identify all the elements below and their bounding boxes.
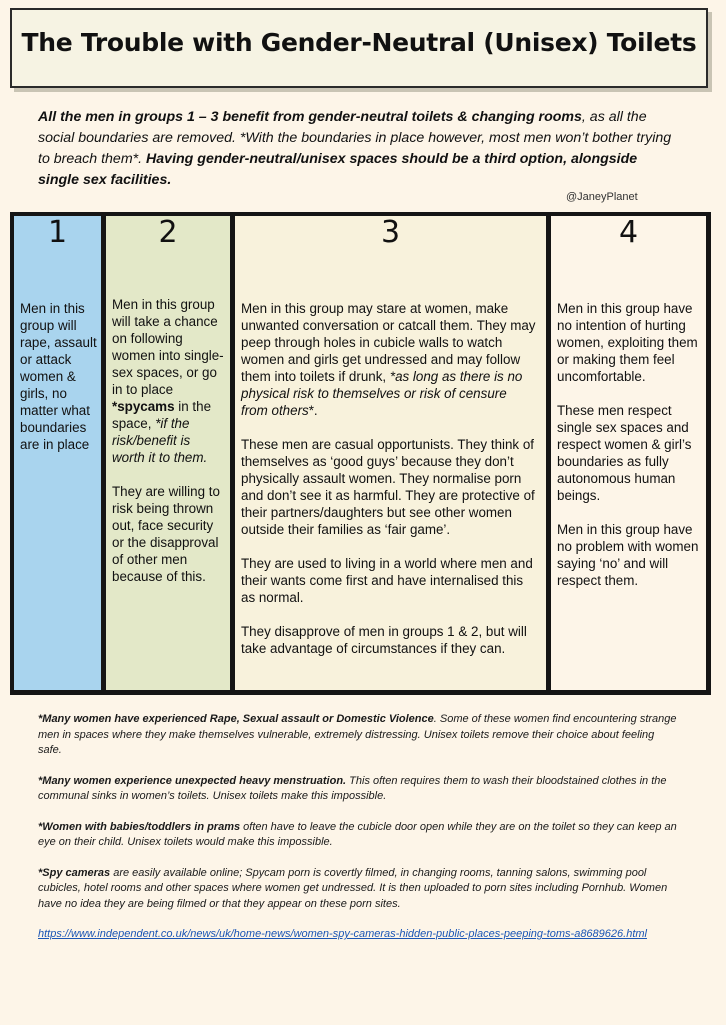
group-2-paragraph-1 xyxy=(112,296,226,466)
group-1-column xyxy=(14,216,101,690)
footnote-3-text: often have to leave the cubicle door open while they are on the toilet so they can keep an eye on their child. Unisex toilets would make this impossible. xyxy=(38,820,677,848)
footnote xyxy=(38,712,678,759)
source-link[interactable]: https://www.independent.co.uk/news/uk/home-news/women-spy-cameras-hidden-public-places-peeping-toms-a8689626.html xyxy=(38,928,647,940)
footnote-4-text: are easily available online; Spycam porn is covertly filmed, in changing rooms, tanning salons, swimming pool cubicles, hotel rooms and other spaces where women get undressed. It is then uploaded to porn sites including Pornhub. Women have no idea they are being filmed or that they appear on these porn sites. xyxy=(38,866,668,910)
group-4-paragraph-1: Men in this group have no intention of hurting women, exploiting them or making them feel uncomfortable. xyxy=(557,301,698,384)
group-3-paragraph-2: These men are casual opportunists. They think of themselves as ‘good guys’ because they don’t physically assault women. They normalise porn and don’t see it as harmful. They are protective of their partners/daughters but see other women outside their families as ‘fair game’. xyxy=(241,437,535,537)
group-3-text-c: *. xyxy=(308,403,318,418)
group-2-column xyxy=(106,216,230,690)
group-3-paragraph-1 xyxy=(241,300,536,419)
group-2-paragraph-2: They are willing to risk being thrown out, face security or the disapproval of other men because of this. xyxy=(112,484,220,584)
group-2-text-c: in the space, xyxy=(112,399,212,431)
group-3-text xyxy=(241,300,536,674)
group-3-text-a: Men in this group may stare at women, make unwanted conversation or catcall them. They may peep through holes in cubicle walls to watch women and girls get undressed and may follow them into toilets if drunk, xyxy=(241,301,536,384)
intro-text-1: , as all the social boundaries are removed. *With the boundaries in place however, most men won’t bother trying to breach them*. xyxy=(38,109,672,167)
footnote-1-bold: *Many women have experienced Rape, Sexual assault or Domestic Violence xyxy=(38,713,434,725)
intro-bold-2: Having gender-neutral/unisex spaces should be a third option, alongside single sex facilities. xyxy=(38,151,638,188)
group-4-text xyxy=(557,300,702,606)
footnote xyxy=(38,820,678,851)
group-3-text-b: *as long as there is no physical risk to themselves or risk of censure from others xyxy=(241,369,523,418)
page-title: The Trouble with Gender-Neutral (Unisex) Toilets xyxy=(21,28,697,57)
group-4-number: 4 xyxy=(618,215,639,250)
group-4-paragraph-3: Men in this group have no problem with women saying ‘no’ and will respect them. xyxy=(557,522,699,588)
group-3-number: 3 xyxy=(380,215,401,250)
footnote-3-bold: *Women with babies/toddlers in prams xyxy=(38,820,241,833)
footnote xyxy=(38,866,678,913)
group-3-paragraph-3: They are used to living in a world where men and their wants come first and have internalised this as normal. xyxy=(241,556,533,605)
footnotes xyxy=(38,712,678,958)
title-box xyxy=(10,8,708,88)
group-4-paragraph-2: These men respect single sex spaces and respect women & girl’s boundaries as fully autonomous human beings. xyxy=(557,403,692,503)
group-3-paragraph-4: They disapprove of men in groups 1 & 2, but will take advantage of circumstances if they can. xyxy=(241,624,527,656)
group-2-text-d: *if the risk/benefit is worth it to them. xyxy=(112,416,208,465)
intro-bold-1: All the men in groups 1 – 3 benefit from gender-neutral toilets & changing rooms xyxy=(38,109,582,125)
group-2-spycams: *spycams xyxy=(112,399,175,414)
footnote-1-text: . Some of these women find encountering strange men in spaces where they make themselves vulnerable, extremely distressing. Unisex toilets remove their choice about feeling safe. xyxy=(38,713,677,756)
footnote-2-text: This often requires them to wash their bloodstained clothes in the communal sinks in women’s toilets. Unisex toilets make this impossible. xyxy=(38,774,667,802)
footnote-2-bold: *Many women experience unexpected heavy menstruation. xyxy=(38,774,347,787)
group-2-number: 2 xyxy=(158,215,178,250)
footnote-4-bold: *Spy cameras xyxy=(38,866,111,879)
group-3-column xyxy=(235,216,546,690)
footnote xyxy=(38,774,678,805)
group-1-text xyxy=(20,300,97,470)
group-1-number: 1 xyxy=(47,215,68,250)
source-link-paragraph xyxy=(38,927,678,943)
group-1-paragraph: Men in this group will rape, assault or attack women & girls, no matter what boundaries are in place xyxy=(20,301,97,452)
intro-paragraph xyxy=(38,107,678,191)
group-2-text-a: Men in this group will take a chance on following women into single-sex spaces, or go in to place xyxy=(112,297,224,397)
author-handle: @JaneyPlanet xyxy=(566,191,638,203)
group-4-column xyxy=(551,216,706,690)
group-2-text xyxy=(112,296,226,602)
groups-table xyxy=(10,212,711,695)
